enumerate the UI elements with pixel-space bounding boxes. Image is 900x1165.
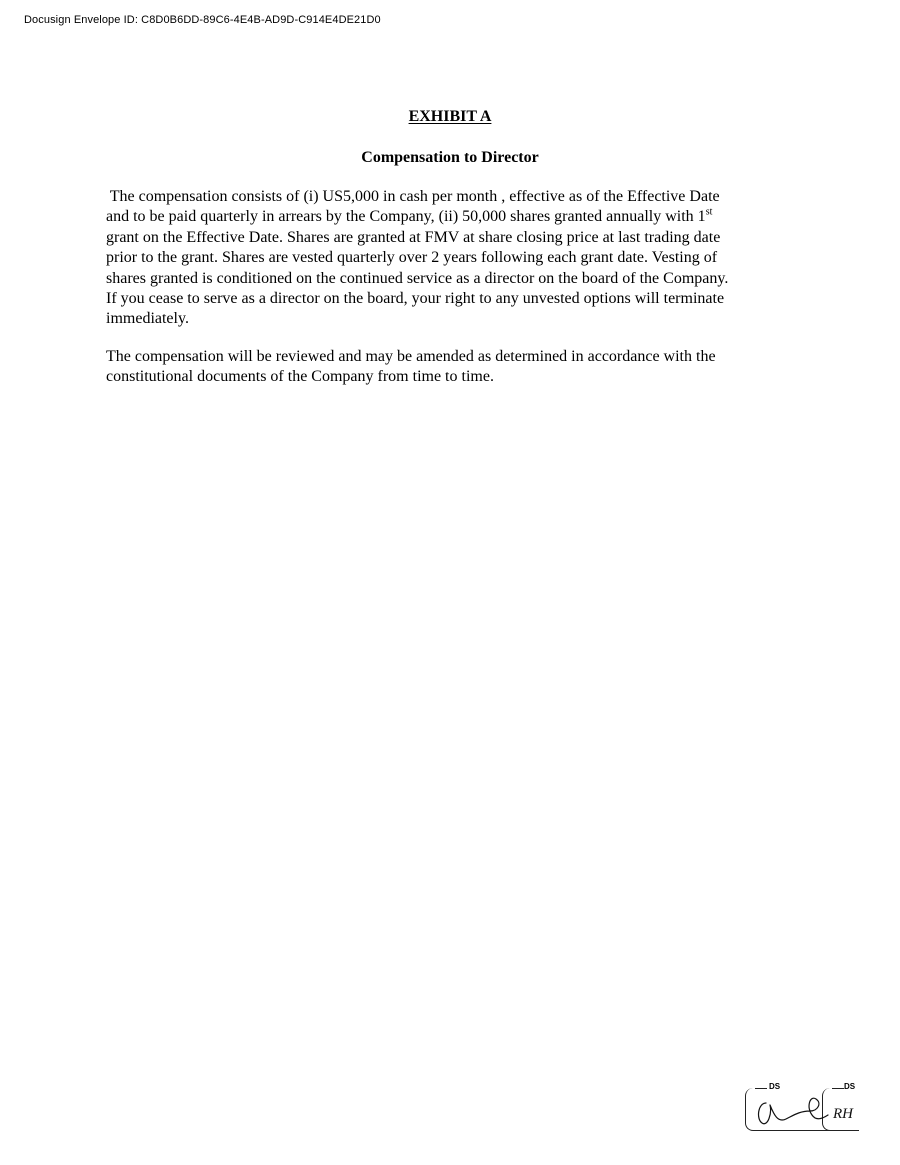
paragraph-line: prior to the grant. Shares are vested quarterly over 2 years following each grant date. Vesting of xyxy=(106,249,718,267)
paragraph-line: shares granted is conditioned on the continued service as a director on the board of the Company. xyxy=(106,269,729,287)
paragraph-line: If you cease to serve as a director on the board, your right to any unvested options will terminate xyxy=(106,290,725,308)
paragraph-line: grant on the Effective Date. Shares are granted at FMV at share closing price at last trading date xyxy=(106,228,721,246)
exhibit-subtitle: Compensation to Director xyxy=(361,149,539,166)
initials-text: RH xyxy=(833,1106,853,1122)
paragraph-line: immediately. xyxy=(106,310,189,328)
paragraph-line: The compensation consists of (i) US5,000 in cash per month , effective as of the Effective Date xyxy=(106,188,720,205)
paragraph-line xyxy=(106,207,806,227)
superscript-ordinal: st xyxy=(705,207,713,219)
handwritten-initials-rh xyxy=(830,1096,858,1126)
paragraph-line: The compensation will be reviewed and may be amended as determined in accordance with the xyxy=(106,348,716,365)
ds-label: DS xyxy=(844,1082,856,1091)
initials-box-top-edge xyxy=(832,1088,844,1089)
paragraph-line-text: and to be paid quarterly in arrears by the Company, (ii) 50,000 shares granted annually with 1 xyxy=(106,208,706,226)
review-paragraph xyxy=(106,347,806,388)
exhibit-title-text: EXHIBIT A xyxy=(408,108,492,125)
handwritten-initials-signature xyxy=(752,1093,832,1129)
paragraph-line: constitutional documents of the Company from time to time. xyxy=(106,368,494,386)
exhibit-title xyxy=(0,107,900,127)
initials-box-top-edge xyxy=(755,1088,767,1089)
compensation-paragraph xyxy=(106,187,806,330)
ds-label: DS xyxy=(769,1082,781,1091)
docusign-envelope-id: Docusign Envelope ID: C8D0B6DD-89C6-4E4B-AD9D-C914E4DE21D0 xyxy=(24,14,381,26)
